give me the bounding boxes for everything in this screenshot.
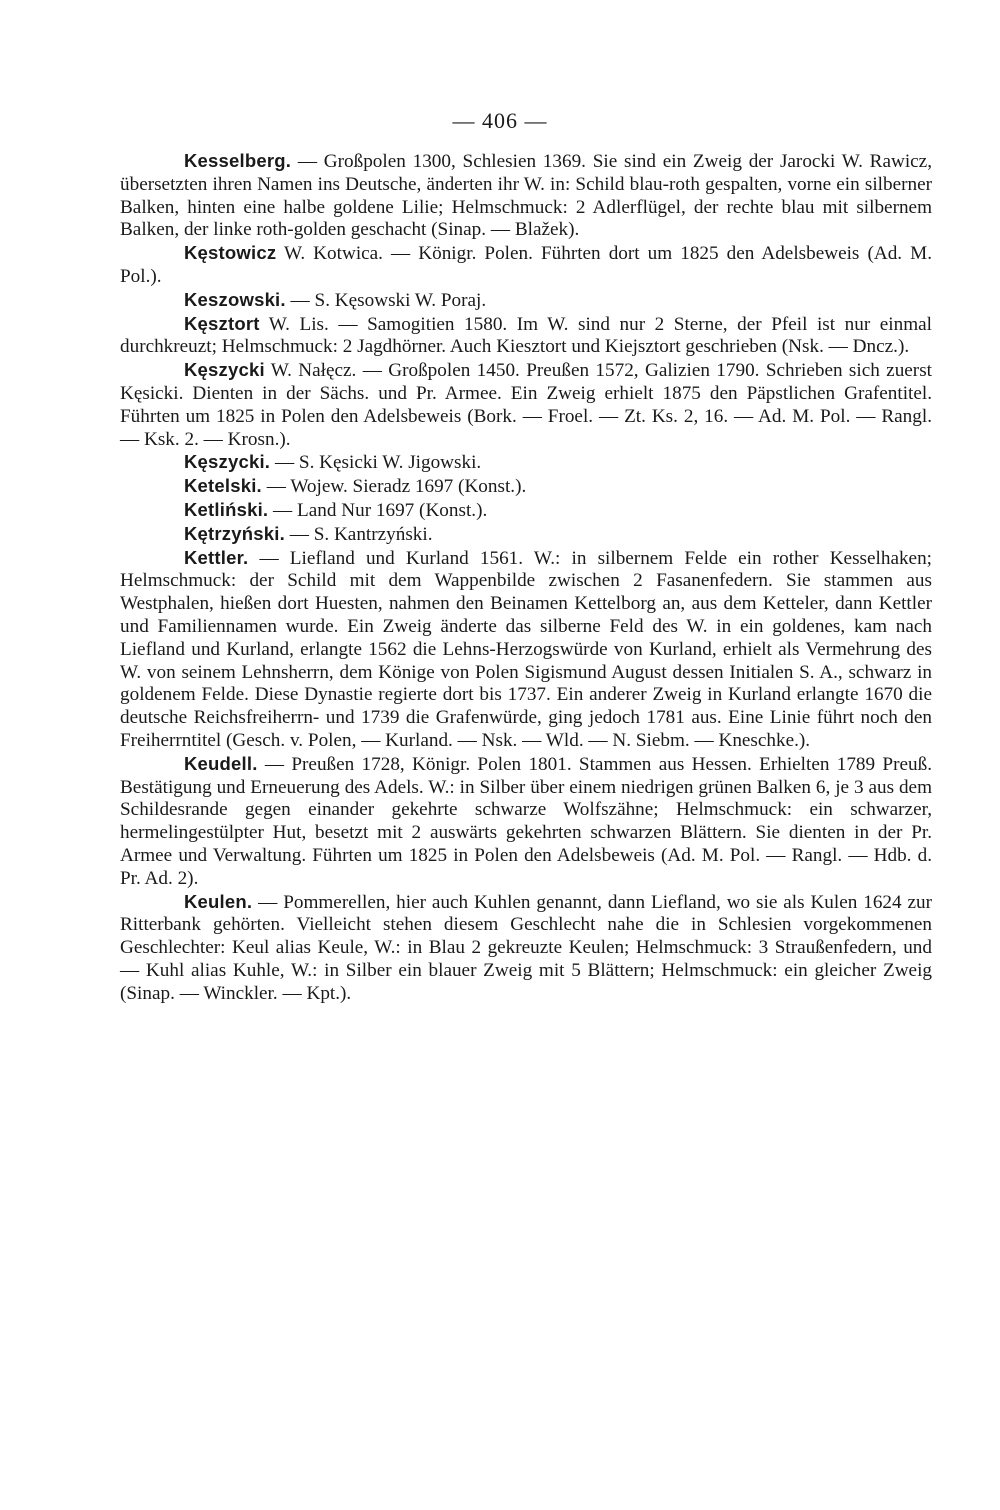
headword: Keszowski. xyxy=(184,288,286,310)
headword: Kęszycki. xyxy=(184,451,271,473)
entry-text: W. Lis. — Samogitien 1580. Im W. sind nur 2 Sterne, der Pfeil ist nur einmal durchkreuzt; Helmschmuck: 2 Jagdhörner. Auch Kiesztort und Kiejsztort geschrieben (Nsk. — Dncz.). xyxy=(120,313,932,358)
entry-ketrzynski xyxy=(120,523,932,547)
entry-keszowski xyxy=(120,289,932,313)
entry-ketlinski xyxy=(120,499,932,523)
entry-keszycki-jigowski xyxy=(120,451,932,475)
entry-kesselberg xyxy=(120,150,932,242)
headword: Ketliński. xyxy=(184,498,269,520)
entry-keulen xyxy=(120,891,932,1006)
entry-text: — S. Kantrzyński. xyxy=(284,523,433,545)
entry-text: — Preußen 1728, Königr. Polen 1801. Stammen aus Hessen. Erhielten 1789 Preuß. Bestätigung und Erneuerung des Adels. W.: in Silber über einem niedrigen grünen Balken 6, je 3 aus dem Schildesrande gegen einander gekehrte schwarze Wolfszähne; Helmschmuck: ein schwarzer, hermelingestülpter Hut, besetzt mit 2 auswärts gekehrten schwarzen Blättern. Sie dienten in der Pr. Armee und Verwaltung. Führten um 1825 in Polen den Adelsbeweis (Ad. M. Pol. — Rangl. — Hdb. d. Pr. Ad. 2). xyxy=(120,753,932,889)
headword: Kętrzyński. xyxy=(184,522,285,544)
headword: Kettler. xyxy=(184,546,249,568)
entry-text: — S. Kęsowski W. Poraj. xyxy=(285,289,487,311)
entry-text: — Liefland und Kurland 1561. W.: in silbernem Felde ein rother Kesselhaken; Helmschmuck: der Schild mit dem Wappenbilde zwischen 2 Fasanenfedern. Sie stammen aus Westphalen, hießen dort Huesten, nahmen den Beinamen Kettelborg an, aus dem Ketteler, dann Kettler und Familiennamen wurde. Ein Zweig änderte das silberne Feld des W. in ein goldenes, kam nach Liefland und Kurland, erlangte 1562 die Lehns-Herzogswürde von Kurland, erhielt als Vermehrung des W. von seinem Lehnsherrn, dem Könige von Polen Sigismund August dessen Initialen S. A., schwarz in goldenem Felde. Diese Dynastie regierte dort bis 1737. Ein anderer Zweig in Kurland erlangte 1670 die deutsche Reichsfreiherrn- und 1739 die Grafenwürde, ging jedoch 1781 aus. Eine Linie führt noch den Freiherrntitel (Gesch. v. Polen, — Kurland. — Nsk. — Wld. — N. Siebm. — Kneschke.). xyxy=(120,547,932,751)
entry-text: W. Nałęcz. — Großpolen 1450. Preußen 1572, Galizien 1790. Schrieben sich zuerst Kęsicki. Dienten in der Sächs. und Pr. Armee. Ein Zweig erhielt 1875 den Päpstlichen Grafentitel. Führten um 1825 in Polen den Adelsbeweis (Bork. — Froel. — Zt. Ks. 2, 16. — Ad. M. Pol. — Rangl. — Ksk. 2. — Krosn.). xyxy=(120,360,932,450)
entry-keudell xyxy=(120,753,932,891)
entry-keszycki-nalecz xyxy=(120,359,932,451)
text-column xyxy=(120,150,932,1005)
entry-ketelski xyxy=(120,475,932,499)
entry-text: — Land Nur 1697 (Konst.). xyxy=(268,499,488,521)
entry-text: W. Kotwica. — Königr. Polen. Führten dort um 1825 den Adelsbeweis (Ad. M. Pol.). xyxy=(120,243,932,287)
headword: Ketelski. xyxy=(184,475,262,497)
entry-text: — Pommerellen, hier auch Kuhlen genannt, dann Liefland, wo sie als Kulen 1624 zur Ritterbank gehörten. Vielleicht stehen diesem Geschlecht nahe die in Schlesien vorgekommenen Geschlechter: Keul alias Keule, W.: in Blau 2 gekreuzte Keulen; Helmschmuck: 3 Straußenfedern, und — Kuhl alias Kuhle, W.: in Silber ein blauer Zweig mit 5 Blättern; Helmschmuck: ein gleicher Zweig (Sinap. — Winckler. — Kpt.). xyxy=(120,891,932,1004)
entry-text: — Wojew. Sieradz 1697 (Konst.). xyxy=(261,476,527,498)
headword: Kęszycki xyxy=(184,359,265,381)
entry-kestowicz xyxy=(120,242,932,289)
entry-text: — Großpolen 1300, Schlesien 1369. Sie sind ein Zweig der Jarocki W. Rawicz, übersetzten ihren Namen ins Deutsche, änderten ihr W. in: Schild blau-roth gespalten, vorne ein silberner Balken, hinten eine halbe goldene Lilie; Helmschmuck: 2 Adlerflügel, der rechte blau mit silbernem Balken, der linke roth-golden geschacht (Sinap. — Blažek). xyxy=(120,151,932,241)
headword: Kęstowicz xyxy=(184,242,277,264)
entry-kettler xyxy=(120,547,932,753)
entry-kesztort xyxy=(120,313,932,360)
headword: Keudell. xyxy=(184,752,258,774)
headword: Keulen. xyxy=(184,890,253,912)
headword: Kesselberg. xyxy=(184,150,292,171)
entry-text: — S. Kęsicki W. Jigowski. xyxy=(270,452,482,474)
headword: Kęsztort xyxy=(184,312,260,334)
page-number: — 406 — xyxy=(452,108,548,133)
